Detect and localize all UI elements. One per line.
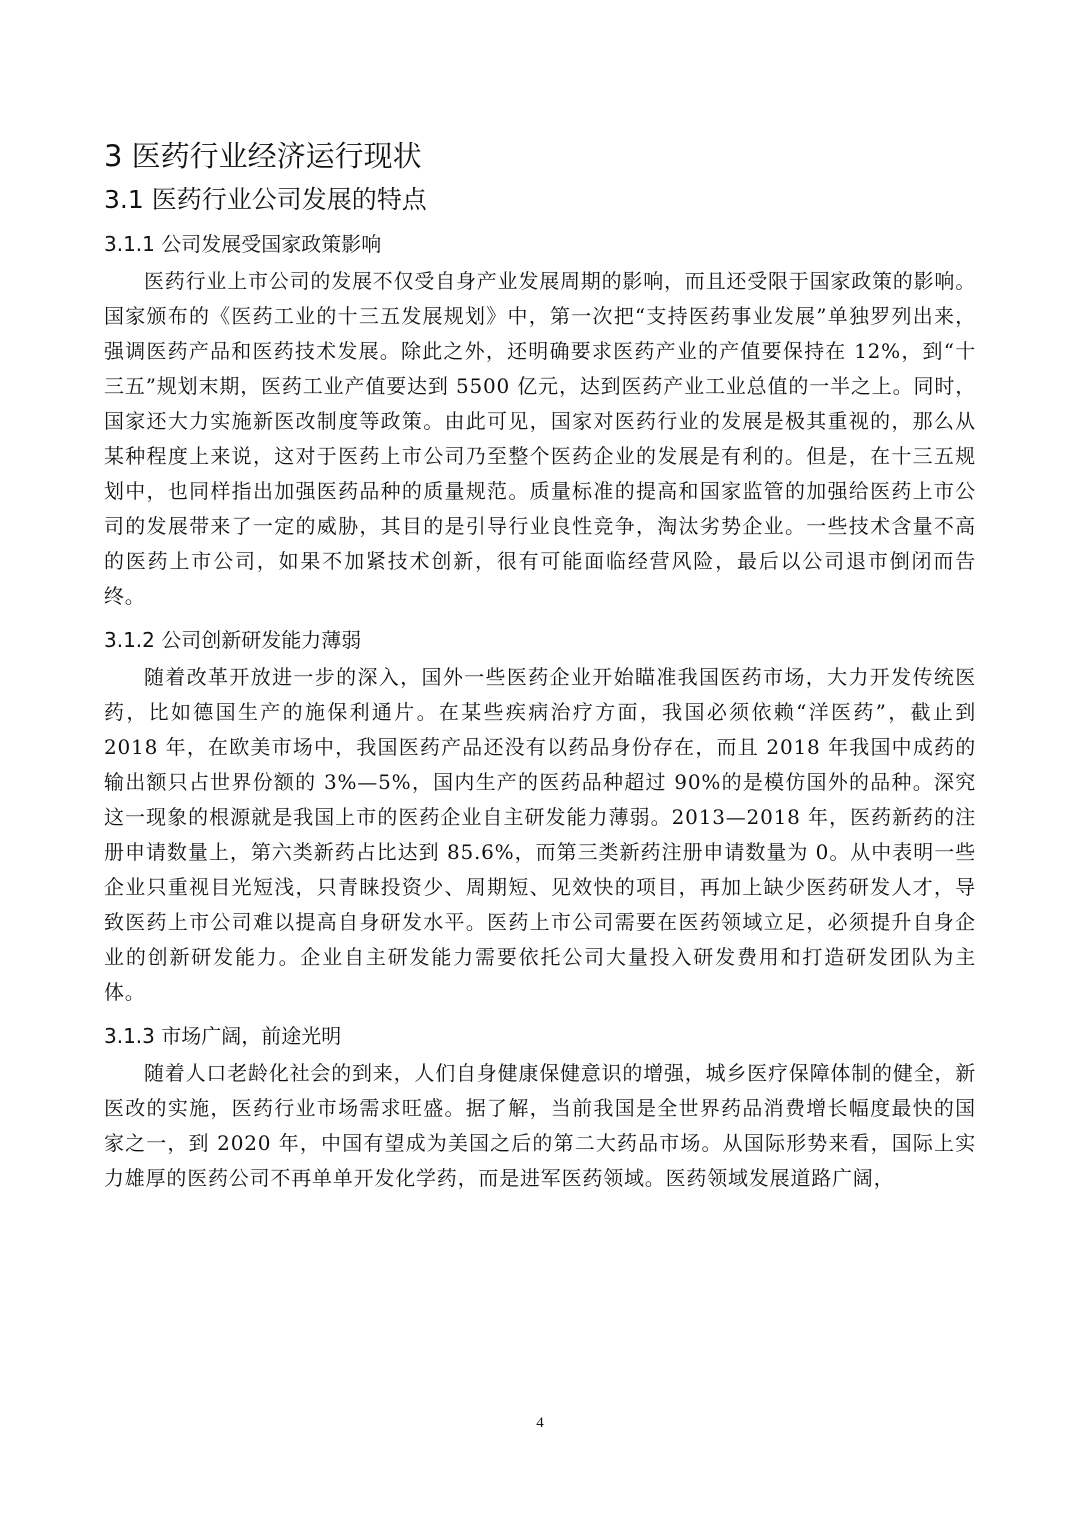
document-page [104, 126, 976, 1196]
body-paragraph-2: 随着改革开放进一步的深入，国外一些医药企业开始瞄准我国医药市场，大力开发传统医药，比如德国生产的施保利通片。在某些疾病治疗方面，我国必须依赖“洋医药”，截止到 2018 年，在欧美市场中，我国医药产品还没有以药品身份存在，而且 2018 年我国中成药的输出额只占世界份额的 3%—5%，国内生产的医药品种超过 90%的是模仿国外的品种。深究这一现象的根源就是我国上市的医药企业自主研发能力薄弱。2013—2018 年，医药新药的注册申请数量上，第六类新药占比达到 85.6%，而第三类新药注册申请数量为 0。从中表明一些企业只重视目光短浅，只青睐投资少、周期短、见效快的项目，再加上缺少医药研发人才，导致医药上市公司难以提高自身研发水平。医药上市公司需要在医药领域立足，必须提升自身企业的创新研发能力。企业自主研发能力需要依托公司大量投入研发费用和打造研发团队为主体。 [104, 665, 976, 1004]
body-paragraph-3: 随着人口老龄化社会的到来，人们自身健康保健意识的增强，城乡医疗保障体制的健全，新医改的实施，医药行业市场需求旺盛。据了解，当前我国是全世界药品消费增长幅度最快的国家之一，到 2020 年，中国有望成为美国之后的第二大药品市场。从国际形势来看，国际上实力雄厚的医药公司不再单单开发化学药，而是进军医药领域。医药领域发展道路广阔， [104, 1061, 976, 1190]
body-paragraph-1: 医药行业上市公司的发展不仅受自身产业发展周期的影响，而且还受限于国家政策的影响。国家颁布的《医药工业的十三五发展规划》中，第一次把“支持医药事业发展”单独罗列出来，强调医药产品和医药技术发展。除此之外，还明确要求医药产业的产值要保持在 12%，到“十三五”规划末期，医药工业产值要达到 5500 亿元，达到医药产业工业总值的一半之上。同时，国家还大力实施新医改制度等政策。由此可见，国家对医药行业的发展是极其重视的，那么从某种程度上来说，这对于医药上市公司乃至整个医药企业的发展是有利的。但是，在十三五规划中，也同样指出加强医药品种的质量规范。质量标准的提高和国家监管的加强给医药上市公司的发展带来了一定的威胁，其目的是引导行业良性竞争，淘汰劣势企业。一些技术含量不高的医药上市公司，如果不加紧技术创新，很有可能面临经营风险，最后以公司退市倒闭而告终。 [104, 269, 976, 608]
page-number: 4 [536, 1415, 544, 1431]
subsection-heading-3: 3.1.3 市场广阔，前途光明 [104, 1024, 342, 1048]
subsection-heading-1: 3.1.1 公司发展受国家政策影响 [104, 232, 382, 256]
section-heading: 3.1 医药行业公司发展的特点 [104, 185, 427, 214]
chapter-heading: 3 医药行业经济运行现状 [104, 139, 422, 173]
subsection-heading-2: 3.1.2 公司创新研发能力薄弱 [104, 628, 362, 652]
